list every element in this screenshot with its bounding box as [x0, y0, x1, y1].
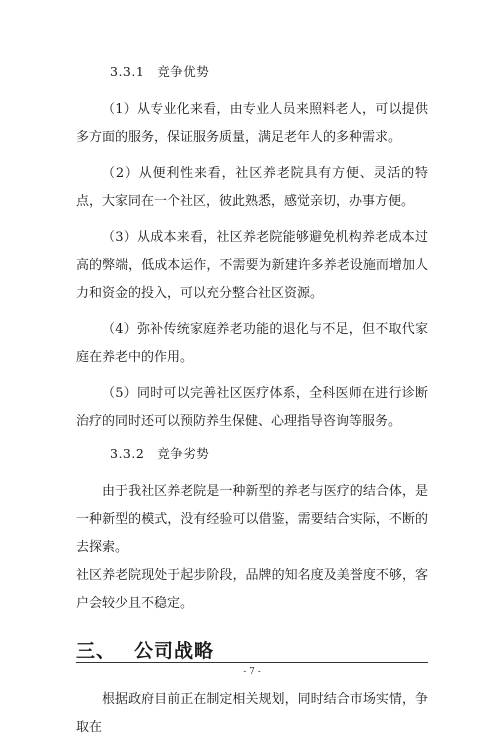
disadvantage-paragraph-2: 社区养老院现处于起步阶段，品牌的知名度及美誉度不够，客户会较少且不稳定。 [76, 568, 428, 611]
advantage-paragraph-5: （5）同时可以完善社区医疗体系，全科医师在进行诊断治疗的同时还可以预防养生保健、心理指导咨询等服务。 [76, 386, 428, 429]
section-heading-3-3-1: 3.3.1 竞争优势 [110, 64, 210, 79]
strategy-paragraph-1: 根据政府目前正在制定相关规划，同时结合市场实情，争取在 [76, 692, 428, 735]
advantage-paragraph-1: （1）从专业化来看，由专业人员来照料老人，可以提供多方面的服务，保证服务质量，满足老年人的多种需求。 [76, 102, 428, 145]
advantage-paragraph-4: （4）弥补传统家庭养老功能的退化与不足，但不取代家庭在养老中的作用。 [76, 322, 428, 365]
advantage-paragraph-3: （3）从成本来看，社区养老院能够避免机构养老成本过高的弊端，低成本运作，不需要为新建许多养老设施而增加人力和资金的投入，可以充分整合社区资源。 [76, 230, 428, 301]
footer-rule [76, 662, 428, 663]
chapter-title: 公司战略 [134, 640, 215, 662]
page-body [76, 62, 428, 750]
chapter-number: 三、 [76, 640, 117, 662]
advantage-paragraph-2: （2）从便利性来看，社区养老院具有方便、灵活的特点，大家同在一个社区，彼此熟悉，感觉亲切，办事方便。 [76, 166, 428, 209]
section-heading-3-3-2: 3.3.2 竞争劣势 [110, 446, 210, 461]
disadvantage-paragraph-1: 由于我社区养老院是一种新型的养老与医疗的结合体，是一种新型的模式，没有经验可以借鉴，需要结合实际，不断的去探索。 [76, 484, 428, 555]
page-number: - 7 - [243, 667, 261, 677]
